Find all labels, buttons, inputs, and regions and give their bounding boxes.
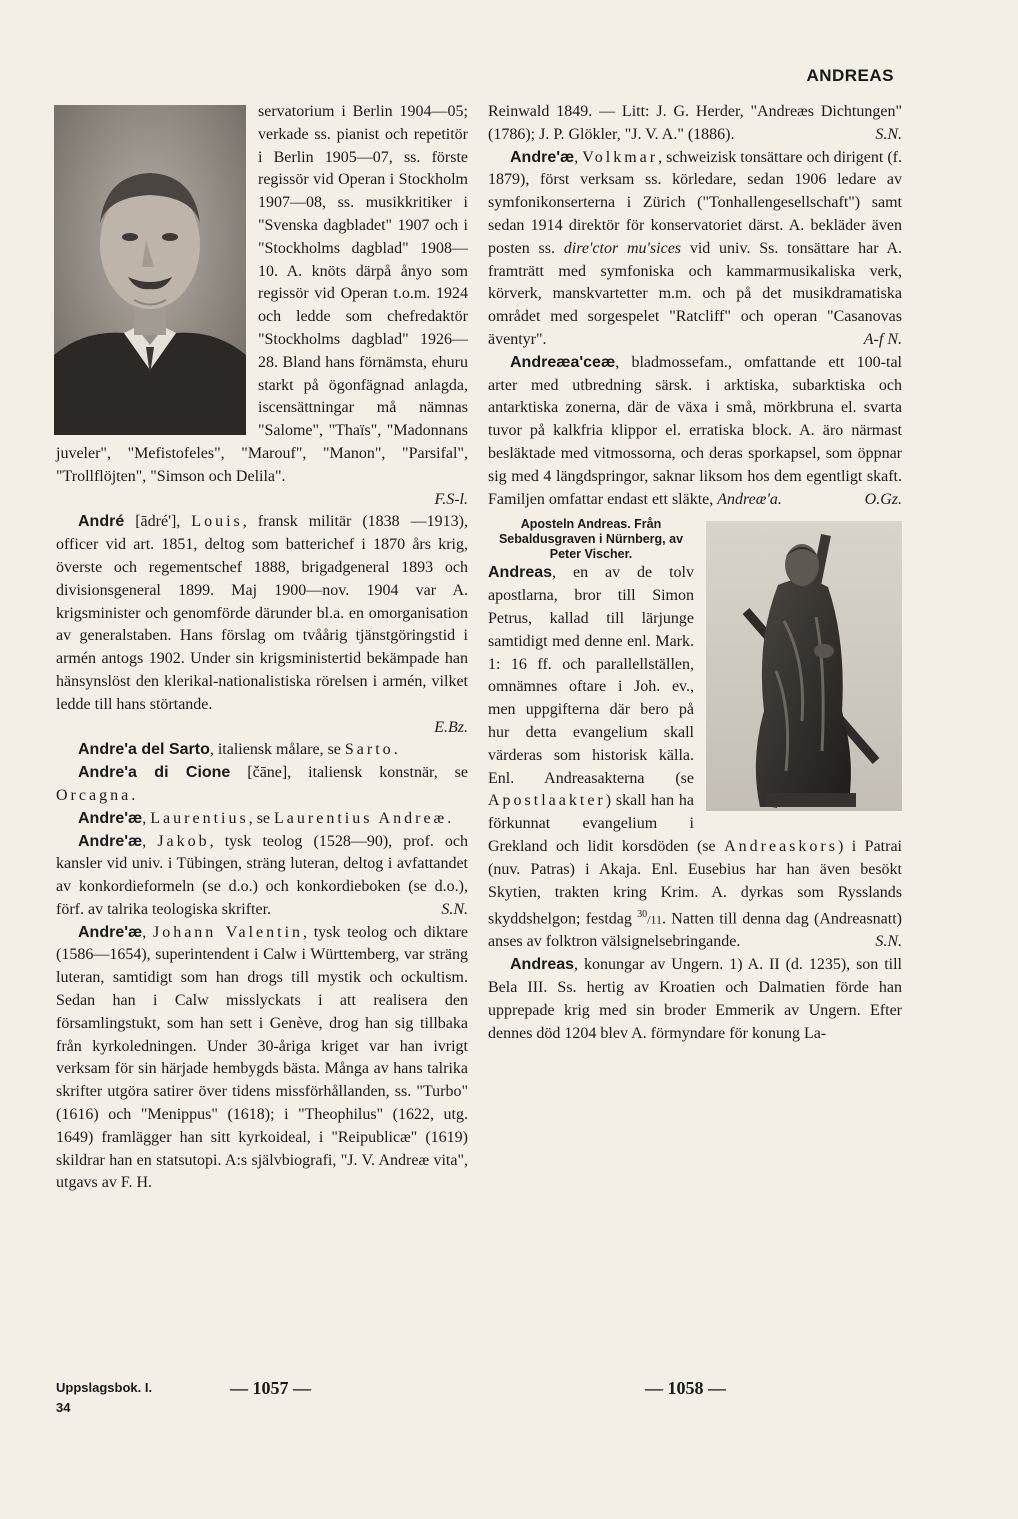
entry-andrea-del-sarto xyxy=(56,739,468,762)
headword: André xyxy=(78,513,125,531)
entry-text: , tysk teolog (1528—90), prof. och kansler vid univ. i Tübingen, sträng luteran, deltog i avfattandet av konkordieformeln (se d.o.) och konkordieboken (se d.o.), förf. av talrika teologiska skrifter. xyxy=(56,832,469,918)
entry-text: , fransk militär (1838 —1913), officer vid art. 1851, deltog som batterichef i 1870 års krig, överste och regementschef 1888, brigadgeneral 1893 och divisionsgeneral 1899. Maj 1900—nov. 1904 var A. krigsminister och genomförde därunder bl.a. en omorganisation av generalstaben. Hans förslag om tvåårig tjänstgöringstid i armén antogs 1902. Under sin krigsministertid bekämpade han hänsynslöst den klerikal-nationalistiska rörelsen i armén, vilket ledde till hans störtande. xyxy=(56,513,469,713)
cross-reference: Sarto xyxy=(344,741,394,759)
entry-text: , en av de tolv apostlarna, bror till Simon Petrus, kallad till lärjunge samtidigt med denne enl. Mark. 1: 16 ff. och parallellställen, omnämnes oftare i Joh. ev., men uppgifterna där bero på hur detta evangelium skall värderas som historisk källa. Enl. Andreasakterna (se xyxy=(488,564,694,787)
pronunciation: [ādré'], xyxy=(124,513,192,531)
entry-end: . xyxy=(393,741,398,759)
opening-paragraph xyxy=(56,101,468,489)
entry-text: [čāne], italiensk konstnär, se xyxy=(230,764,469,782)
entry-text: , tysk teolog och diktare (1586—1654), superintendent i Calw i Württemberg, var sträng luteran, samtidigt som han drogs till mystik och ockultism. Sedan han i Calw misslyckats i att realisera den församlingstukt, som han sett i Genève, drog han sig tillbaka från kyrkoledningen. Under 30-åriga kriget var han ivrigt verksam för sin härjade hembygds bästa. Många av hans talrika skrifter utgöra satirer över tidens missförhållanden, ss. "Turbo" (1616) och "Menippus" (1618); i "Theophilus" (1622, utg. 1649) framlägger han sitt kyrkoideal, i "Reipublicæ" (1619) skildrar han en statsutopi. A:s självbiografi, "J. V. Andreæ vita", utgavs av F. H. xyxy=(56,923,469,1192)
person-name: Louis xyxy=(191,513,243,531)
headword: Andreas xyxy=(488,564,553,582)
entry-text: ) skall han ha förkunnat evangelium i Grekland och lidit korsdöden (se xyxy=(488,792,725,855)
right-column xyxy=(488,101,902,1045)
cross-reference: Orcagna xyxy=(56,786,132,804)
entry-andrea-di-cione xyxy=(56,762,468,808)
entry-text: vid univ. Ss. tonsättare har A. framträtt med symfoniska och kammarmusikaliska verk, körverk, manskvartetter m.m. och på det musikdramatiska området med sorgespelet "Ratcliff" och operan "Casanovas äventyr". xyxy=(488,239,902,348)
entry-text: , xyxy=(574,148,583,166)
portrait-photo xyxy=(54,105,246,435)
signature: S.N. xyxy=(875,125,902,143)
person-name: Johann Valentin xyxy=(152,923,304,941)
left-column xyxy=(56,101,468,1195)
latin-title: dire'ctor mu'sices xyxy=(563,239,682,257)
opening-text: servatorium i Berlin 1904—05; verkade ss. pianist och repetitör i Berlin 1905—07, ss. förste regissör vid Operan i Stockholm 1907—08, ss. musikkritiker i "Svenska dagbladet" 1907 och i "Stockholms dagblad" 1908—10. A. knöts därpå ånyo som regissör vid Operan t.o.m. 1924 och ledde som chefredaktör "Stockholms dagblad" 1926—28. Bland hans förnämsta, ehuru starkt på ögonfägnad anlagda, iscensättningar må nämnas "Salome", "Thaïs", "Madonnans juveler", "Mefistofeles", "Marouf", "Manon", "Parsifal", "Trollflöjten", "Simson och Delila". xyxy=(56,103,468,485)
entry-andreas-kings xyxy=(488,954,902,1045)
entry-text: , xyxy=(142,923,153,941)
entry-end: . xyxy=(447,809,452,827)
genus-name: Andreæ'a. xyxy=(717,490,782,508)
cross-reference: Andreaskors xyxy=(724,837,838,855)
entry-text: . Natten till denna dag (Andreasnatt) anses av folktron välsignelsebringande. xyxy=(488,910,902,951)
person-name: Laurentius xyxy=(150,809,249,827)
sheet-number: 34 xyxy=(56,1400,71,1415)
entry-text: ) i Patrai (nuv. Patras) i Akaja. Enl. Eusebius har han även besökt Skytien, trakten kring Krim. A. dyrkas som Rysslands skyddshelgon; festdag xyxy=(488,837,903,928)
portrait-image xyxy=(54,105,246,435)
signature: E.Bz. xyxy=(434,718,468,736)
entry-andre-louis xyxy=(56,511,468,716)
feast-month: /11 xyxy=(647,912,663,927)
page-number-left: — 1057 — xyxy=(230,1378,311,1398)
headword: Andre'æ xyxy=(78,809,143,827)
person-name: Volkmar xyxy=(582,148,659,166)
entry-text: , schweizisk tonsättare och dirigent (f. 1879), först verksam ss. körledare, sedan 1906 ledare av symfonikonserterna i Zürich ("Tonhallengesellschaft") samt sedan 1914 direktör för konservatoriet därst. A. bekläder även posten ss. xyxy=(488,148,902,257)
cross-reference: Laurentius Andreæ xyxy=(274,809,448,827)
cross-reference: Apostlaakter xyxy=(488,792,606,810)
opening-text: Reinwald 1849. — Litt: J. G. Herder, "Andreæs Dichtungen" (1786); J. P. Glökler, "J. V. A." (1886). xyxy=(488,103,902,143)
figure-caption: Aposteln Andreas. Från Sebaldusgraven i Nürnberg, av Peter Vischer. xyxy=(498,517,684,562)
entry-text: , xyxy=(142,809,151,827)
entry-andreae-volkmar xyxy=(488,147,902,352)
signature: S.N. xyxy=(441,900,468,918)
statue-image xyxy=(706,521,902,811)
person-name: Jakob xyxy=(157,832,210,850)
page-number-right: — 1058 — xyxy=(645,1378,726,1398)
headword: Andre'æ xyxy=(78,832,143,850)
headword: Andre'æ xyxy=(78,923,143,941)
entry-andreaeaceae xyxy=(488,352,902,512)
headword: Andre'a di Cione xyxy=(78,764,231,782)
signature: S.N. xyxy=(875,933,902,951)
headword: Andreas xyxy=(510,956,575,974)
entry-text: , konungar av Ungern. 1) A. II (d. 1235), son till Bela III. Ss. hertig av Kroatien och Dalmatien förde han upprepade krig med sin broder Emmerik av Ungern. Efter dennes död 1204 blev A. förmyndare för konung La- xyxy=(488,956,902,1042)
signature: O.Gz. xyxy=(864,490,902,508)
entry-andreae-laurentius xyxy=(56,808,468,831)
signature: A-f N. xyxy=(863,330,902,348)
entry-text: , bladmossefam., omfattande ett 100-tal arter med utbredning särsk. i arktiska, subarktiska och antarktiska zonerna, där de växa i små, mörkbruna el. svarta tuvor på kalkfria klippor el. erratiska block. A. äro närmast besläktade med vitmossorna, och deras sporkapsel, som öppnar sig med 4 längdspringor, saknar liksom hos dem egentligt skaft. Familjen omfattar endast ett släkte, xyxy=(488,353,902,508)
entry-text: , se xyxy=(248,809,275,827)
opening-paragraph xyxy=(488,101,902,147)
headword: Andre'æ xyxy=(510,148,575,166)
running-header: ANDREAS xyxy=(806,66,894,85)
entry-andreae-jakob xyxy=(56,831,468,922)
headword: Andre'a del Sarto xyxy=(78,741,210,759)
headword: Andreæa'ceæ xyxy=(510,353,616,371)
entry-text: , italiensk målare, se xyxy=(209,741,345,759)
entry-text: , xyxy=(142,832,158,850)
entry-andreae-johann-valentin xyxy=(56,922,468,1196)
book-title: Uppslagsbok. I. xyxy=(56,1380,153,1395)
feast-day: 30 xyxy=(637,909,648,921)
entry-end: . xyxy=(131,786,136,804)
signature: F.S-l. xyxy=(434,490,468,508)
figure xyxy=(706,521,902,811)
footer-book-info xyxy=(56,1378,152,1418)
